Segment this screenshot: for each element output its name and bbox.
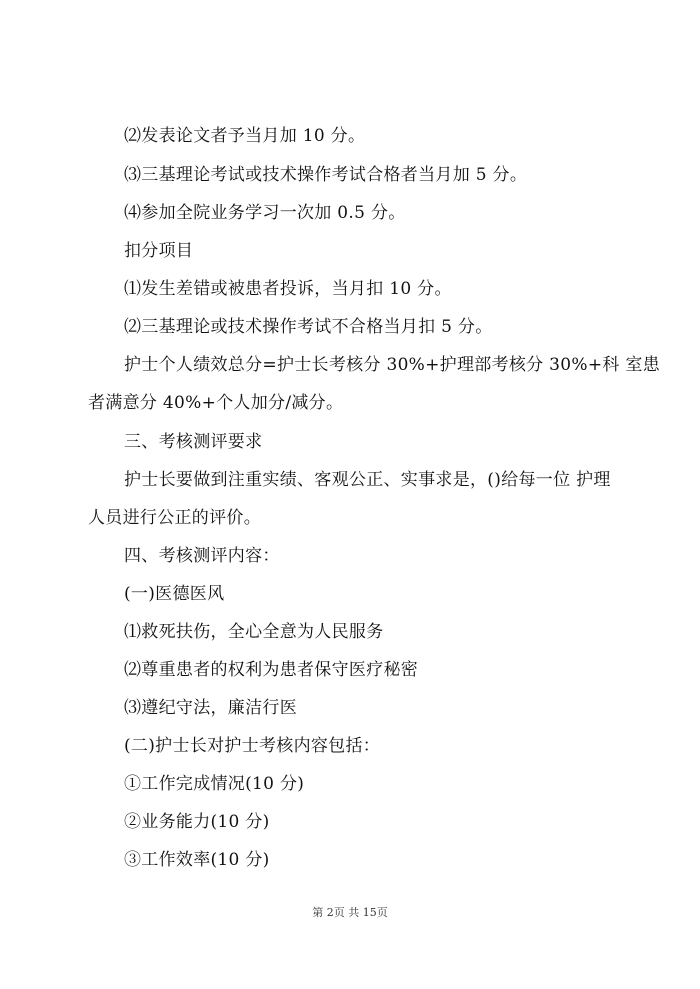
page-footer: 第 2页 共 15页 [312,906,388,919]
text-line-add-study: ⑷参加全院业务学习一次加 0.5 分。 [124,203,406,223]
text-line-ethics-1: ⑴救死扶伤，全心全意为人民服务 [124,622,384,642]
subheading-head-nurse-assessment: (二)护士长对护士考核内容包括： [124,736,381,756]
text-line-deduct-exam-fail: ⑵三基理论或技术操作考试不合格当月扣 5 分。 [124,317,493,337]
section-heading-deduction: 扣分项目 [124,241,194,261]
text-line-add-paper: ⑵发表论文者予当月加 10 分。 [124,126,366,146]
text-line-item-1: ①工作完成情况(10 分) [124,774,305,794]
text-line-ethics-3: ⑶遵纪守法，廉洁行医 [124,698,297,718]
text-line-deduct-error: ⑴发生差错或被患者投诉，当月扣 10 分。 [124,279,452,299]
text-line-item-2: ②业务能力(10 分) [124,812,270,832]
section-heading-content: 四、考核测评内容： [124,546,280,566]
text-line-total-score-2: 者满意分 40%+个人加分/减分。 [88,393,344,413]
text-line-requirements-2: 人员进行公正的评价。 [88,508,261,528]
text-line-item-3: ③工作效率(10 分) [124,850,270,870]
subheading-ethics: (一)医德医风 [124,584,225,604]
text-line-requirements-1: 护士长要做到注重实绩、客观公正、实事求是，()给每一位 护理 [124,470,611,490]
text-line-ethics-2: ⑵尊重患者的权利为患者保守医疗秘密 [124,660,419,680]
section-heading-requirements: 三、考核测评要求 [124,432,263,452]
text-line-add-exam-pass: ⑶三基理论考试或技术操作考试合格者当月加 5 分。 [124,165,528,185]
text-line-total-score-1: 护士个人绩效总分=护士长考核分 30%+护理部考核分 30%+科 室患 [124,355,661,375]
